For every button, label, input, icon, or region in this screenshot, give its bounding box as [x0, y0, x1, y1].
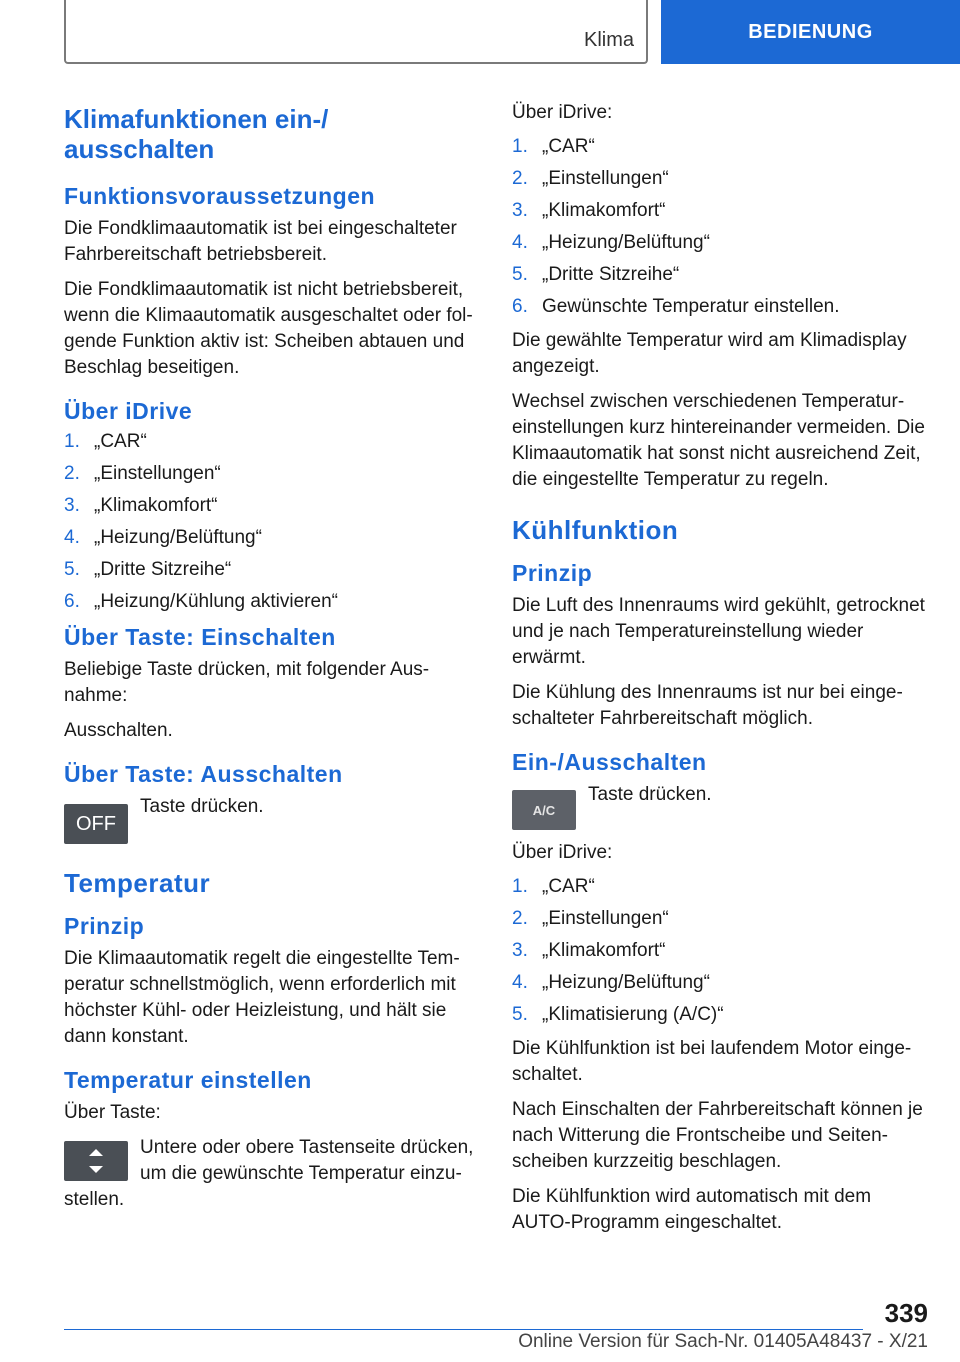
list-item: 3. „Klimakomfort“	[512, 200, 666, 221]
temperature-updown-icon	[64, 1141, 128, 1181]
ac-key-text: Taste drücken.	[588, 784, 712, 805]
paragraph: Über iDrive:	[512, 842, 613, 863]
principle-heading: Prinzip	[64, 913, 145, 939]
list-item: 1. „CAR“	[512, 136, 595, 157]
list-item: 2. „Einstellungen“	[512, 908, 669, 929]
temp-key-block	[64, 1135, 479, 1222]
paragraph: Beliebige Taste drücken, mit folgender Ausnahme:	[64, 659, 430, 706]
idrive-steps-ac	[512, 876, 932, 1026]
off-key-row	[64, 794, 479, 844]
paragraph: Die Fondklimaautomatik ist nicht betriebsbereit, wenn die Klimaautomatik ausgeschaltet oder folgende Funktion aktiv ist: Scheiben abtauen und Beschlag beseitigen.	[64, 279, 473, 378]
ac-key-row	[512, 782, 932, 830]
list-item: 4. „Heizung/Belüftung“	[512, 232, 710, 253]
paragraph: Ausschalten.	[64, 720, 173, 741]
button-on-heading: Über Taste: Einschalten	[64, 624, 336, 650]
right-column	[512, 100, 932, 1245]
list-item: 3. „Klimakomfort“	[512, 940, 666, 961]
paragraph: Die gewählte Temperatur wird am Klimadisplay angezeigt.	[512, 330, 907, 377]
off-key-icon: OFF	[64, 804, 128, 844]
paragraph: Die Kühlfunktion wird automatisch mit dem AUTO-Programm eingeschaltet.	[512, 1186, 872, 1233]
list-item: 1. „CAR“	[512, 876, 595, 897]
header-box	[64, 0, 648, 64]
set-temperature-heading: Temperatur einstellen	[64, 1067, 312, 1093]
temperature-heading: Temperatur	[64, 868, 211, 898]
paragraph: Die Klimaautomatik regelt die eingestellte Temperatur schnellstmöglich, wenn erforderlich mit höchster Kühl- oder Heizleistung, und hält sie dann konstant.	[64, 948, 460, 1047]
off-key-text: Taste drücken.	[140, 796, 264, 817]
paragraph: Über Taste:	[64, 1102, 161, 1123]
onoff-heading: Ein-/Ausschalten	[512, 749, 707, 775]
cooling-heading: Kühlfunktion	[512, 515, 679, 545]
paragraph: Wechsel zwischen verschiedenen Temperatureinstellungen kurz hintereinander vermeiden. Die Klimaautomatik hat sonst nicht ausreichend Zeit, die eingestellte Temperatur zu regeln.	[512, 391, 925, 490]
principle-heading: Prinzip	[512, 560, 593, 586]
paragraph: Die Luft des Innenraums wird gekühlt, getrocknet und je nach Temperatureinstellung wieder erwärmt.	[512, 595, 925, 668]
list-item: 6. „Heizung/Kühlung aktivieren“	[64, 591, 338, 612]
list-item: 5. „Dritte Sitzreihe“	[64, 559, 232, 580]
list-item: 2. „Einstellungen“	[64, 463, 221, 484]
paragraph: Nach Einschalten der Fahrbereitschaft können je nach Witterung die Frontscheibe und Seitenscheiben kurzzeitig beschlagen.	[512, 1099, 923, 1172]
list-item: 2. „Einstellungen“	[512, 168, 669, 189]
list-item: 4. „Heizung/Belüftung“	[512, 972, 710, 993]
footer-text: Online Version für Sach-Nr. 01405A48437 - X/21	[518, 1331, 928, 1352]
header-section: Klima	[583, 29, 634, 51]
footer-divider	[64, 1329, 863, 1330]
list-item: 3. „Klimakomfort“	[64, 495, 218, 516]
idrive-steps	[64, 431, 479, 613]
paragraph: Über iDrive:	[512, 102, 613, 123]
paragraph: Die Kühlfunktion ist bei laufendem Motor eingeschaltet.	[512, 1038, 912, 1085]
header-chapter: BEDIENUNG	[661, 0, 960, 64]
ac-key-icon: A/C	[512, 790, 576, 830]
idrive-heading: Über iDrive	[64, 398, 193, 424]
idrive-steps-temp	[512, 136, 932, 318]
page-number: 339	[884, 1298, 928, 1328]
section-title: Klimafunktionen ein-/ ausschalten	[64, 104, 329, 164]
list-item: 4. „Heizung/Belüftung“	[64, 527, 262, 548]
list-item: 5. „Klimatisierung (A/C)“	[512, 1004, 724, 1025]
requirements-heading: Funktionsvoraussetzungen	[64, 183, 376, 209]
paragraph: Die Fondklimaautomatik ist bei eingeschalteter Fahrbereitschaft betriebsbereit.	[64, 218, 457, 265]
list-item: 5. „Dritte Sitzreihe“	[512, 264, 680, 285]
left-column	[64, 100, 479, 1222]
paragraph: Untere oder obere Tastenseite drücken, um die gewünschte Temperatur einzustellen.	[64, 1137, 474, 1210]
list-item: 6. Gewünschte Temperatur einstellen.	[512, 296, 840, 317]
list-item: 1. „CAR“	[64, 431, 147, 452]
button-off-heading: Über Taste: Ausschalten	[64, 761, 343, 787]
paragraph: Die Kühlung des Innenraums ist nur bei eingeschalteter Fahrbereitschaft möglich.	[512, 682, 903, 729]
